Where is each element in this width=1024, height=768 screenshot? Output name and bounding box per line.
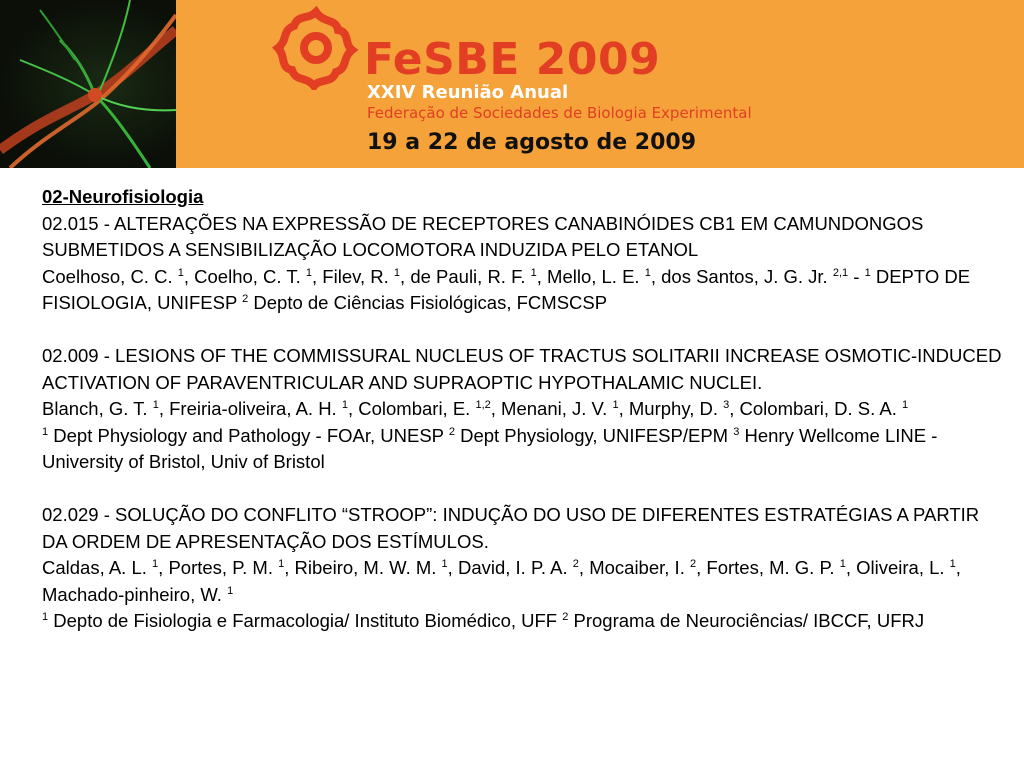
author-affiliation-mark: 1,2 [475,398,491,411]
author-name: Coelho, C. T. [194,265,301,287]
author-name: Coelhoso, C. C. [42,265,173,287]
author-name: Mocaiber, I. [589,557,685,578]
author-name: Caldas, A. L. [42,557,147,578]
affiliation-text: Depto de Fisiologia e Farmacologia/ Instituto Biomédico, UFF [53,610,558,631]
author-affiliation-mark: 1 [152,557,159,570]
author-affiliation-mark: 1 [152,398,159,411]
author-name: dos Santos, J. G. Jr. [661,265,828,287]
banner-federation: Federação de Sociedades de Biologia Experimental [367,104,752,122]
author-affiliation-mark: 1 [644,266,651,279]
neuron-micrograph-image [0,0,176,168]
author-name: Colombari, D. S. A. [739,398,897,419]
affiliation-mark: 3 [733,425,740,438]
author-affiliation-mark: 1 [177,266,184,279]
fesbe-emblem-icon [272,2,360,90]
affiliation-mark: 1 [42,610,49,623]
author-affiliation-mark: 2 [689,557,697,570]
author-name: Oliveira, L. [856,557,945,578]
author-name: Portes, P. M. [168,557,273,578]
author-name: Machado-pinheiro, W. [42,583,222,605]
affiliation-mark: 1 [42,425,49,438]
affiliation-text: Dept Physiology, UNIFESP/EPM [460,424,729,446]
author-affiliation-mark: 1 [612,398,619,411]
section-title: 02-Neurofisiologia [42,186,204,207]
affiliation-text: Henry Wellcome LINE - University of Bristol, Univ of Bristol [42,424,938,472]
author-name: Ribeiro, M. W. M. [294,557,437,578]
fesbe-logo [272,0,832,168]
abstract-authors-affiliations: Coelhoso, C. C. $^1$, Coelho, C. T. $^1$, Filev, R. $^1$, de Pauli, R. F. $^1$, Mello, L. E. $^1$, dos Santos, J. G. Jr. $^{2,1}$ - $^1$ DEPTO DE FISIOLOGIA, UNIFESP $^2$ Depto de Ciências Fisiológicas, FCMSCSP [42,265,971,313]
author-name: Colombari, E. [358,398,471,419]
header-banner [0,0,1024,168]
author-name: David, I. P. A. [457,557,568,578]
affiliation-mark: 2 [562,610,569,623]
author-name: Blanch, G. T. [42,398,148,419]
abstract-title: 02.009 - LESIONS OF THE COMMISSURAL NUCLEUS OF TRACTUS SOLITARII INCREASE OSMOTIC-INDUCED ACTIVATION OF PARAVENTRICULAR AND SUPRAOPTIC HYPOTHALAMIC NUCLEI. [42,345,1002,393]
author-affiliation-mark: 1 [441,557,448,570]
abstract-entry [42,502,1007,635]
abstract-authors-affiliations: Blanch, G. T. $^1$, Freiria-oliveira, A. H. $^1$, Colombari, E. $^{1,2}$, Menani, J. V. $^1$, Murphy, D. $^3$, Colombari, D. S. A. $^1$ [42,398,909,419]
abstract-entry [42,211,1007,317]
abstract-affiliations [42,423,1007,476]
author-name: Freiria-oliveira, A. H. [169,398,337,419]
author-affiliation-mark: 1 [227,584,234,597]
author-affiliation-mark: 1 [839,557,846,570]
author-name: Filev, R. [322,265,389,287]
affiliation-text: DEPTO DE FISIOLOGIA, UNIFESP [42,265,971,313]
affiliation-text: Dept Physiology and Pathology - FOAr, UNESP [53,424,444,446]
author-name: Fortes, M. G. P. [706,557,835,578]
banner-title: FeSBE 2009 [364,34,661,85]
abstracts-list [42,184,1007,635]
banner-subtitle: XXIV Reunião Anual [367,82,569,103]
affiliation-mark: 2 [242,292,249,305]
abstract-separator [42,317,1007,344]
author-affiliation-mark: 3 [723,398,730,411]
author-name: Menani, J. V. [501,398,608,419]
abstract-authors-affiliations: Caldas, A. L. $^1$, Portes, P. M. $^1$, Ribeiro, M. W. M. $^1$, David, I. P. A. $^2$, Mocaiber, I. $^2$, Fortes, M. G. P. $^1$, Oliveira, L. $^1$, Machado-pinheiro, W. $^1$ [42,557,961,605]
author-name: de Pauli, R. F. [410,265,526,287]
affiliation-mark: 2 [448,425,455,438]
abstract-affiliations [42,608,1007,635]
author-affiliation-mark: 1 [530,266,537,279]
author-affiliation-mark: 1 [393,266,401,279]
affiliation-text: Programa de Neurociências/ IBCCF, UFRJ [573,610,925,631]
affiliation-text: Depto de Ciências Fisiológicas, FCMSCSP [253,292,608,313]
author-affiliation-mark: 1 [341,398,348,411]
affiliation-mark: 1 [864,266,871,279]
banner-dates: 19 a 22 de agosto de 2009 [367,130,697,155]
abstract-separator [42,476,1007,503]
author-affiliation-mark: 2 [572,557,579,570]
author-affiliation-mark: 1 [305,266,313,279]
author-affiliation-mark: 1 [278,557,285,570]
author-affiliation-mark: 2,1 [832,266,849,279]
author-affiliation-mark: 1 [949,557,956,570]
author-name: Murphy, D. [628,398,718,419]
abstract-title: 02.029 - SOLUÇÃO DO CONFLITO “STROOP”: INDUÇÃO DO USO DE DIFERENTES ESTRATÉGIAS A PARTIR DA ORDEM DE APRESENTAÇÃO DOS ESTÍMULOS. [42,504,980,552]
abstract-entry [42,343,1007,476]
author-name: Mello, L. E. [547,265,640,287]
abstract-title: 02.015 - ALTERAÇÕES NA EXPRESSÃO DE RECEPTORES CANABINÓIDES CB1 EM CAMUNDONGOS SUBMETIDOS A SENSIBILIZAÇÃO LOCOMOTORA INDUZIDA PELO ETANOL [42,212,924,260]
author-affiliation-mark: 1 [901,398,909,411]
